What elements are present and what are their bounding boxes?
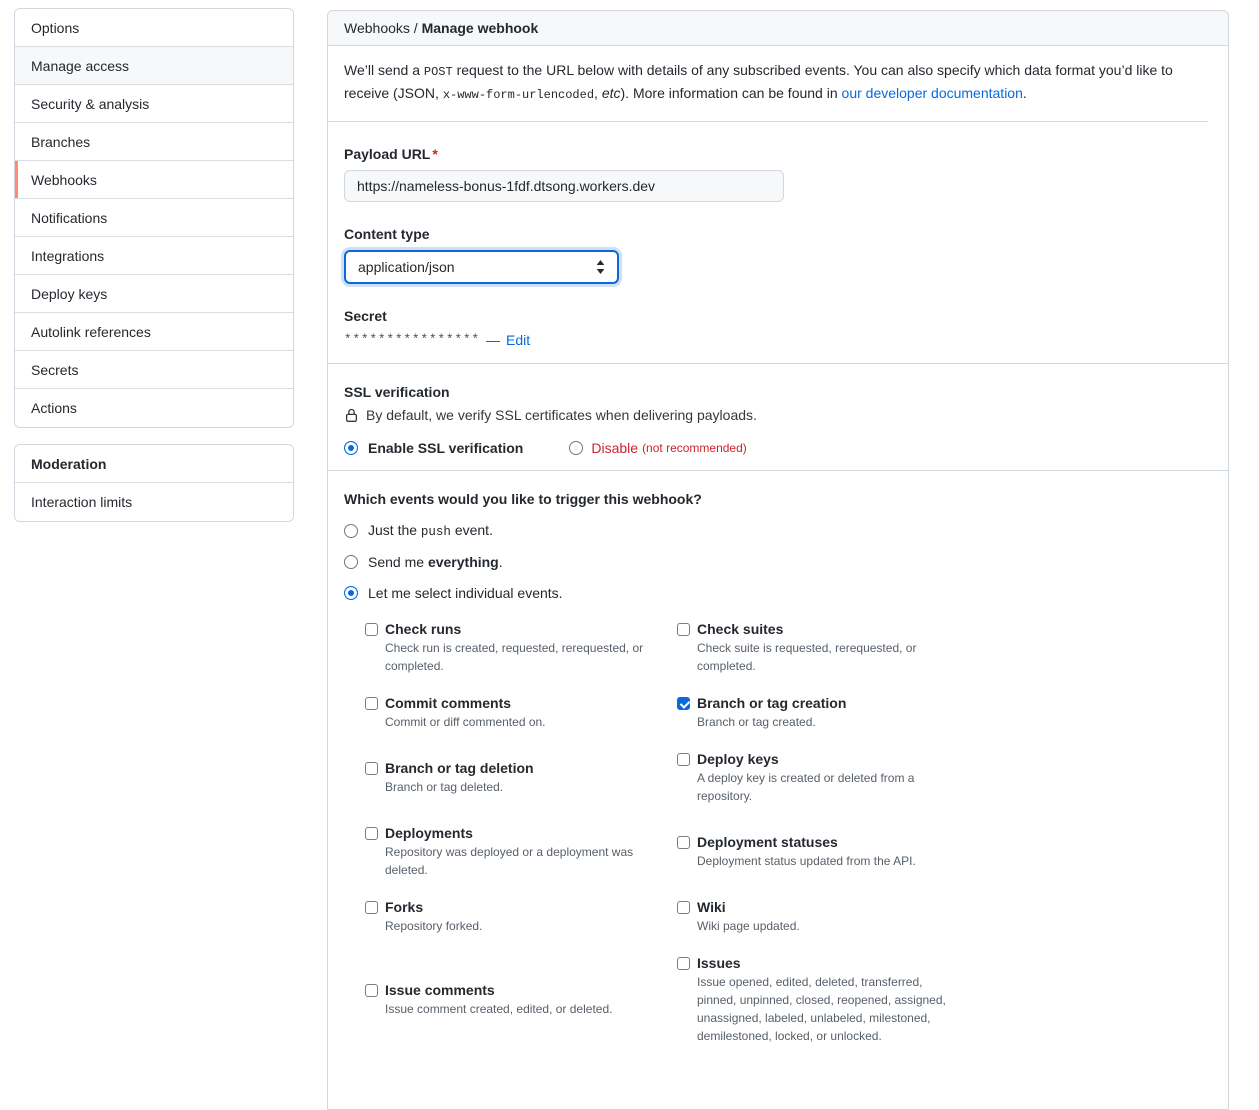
event-option-branch-tag-creation (677, 695, 1212, 731)
event-trigger-option-individual: Let me select individual events. (344, 585, 1212, 601)
webhook-form-section (328, 146, 1228, 364)
ssl-radios (344, 440, 1212, 470)
webhook-intro-text: We’ll send a POST request to the URL below with details of any subscribed events. You can also specify which data format you’d like to receive (JSON, x-www-form-urlencoded, etc). More information can be found in our developer documentation. (328, 46, 1208, 122)
breadcrumb-current: Manage webhook (421, 20, 539, 36)
sidebar-item-label: Security & analysis (31, 95, 150, 112)
event-option-description: Issue comment created, edited, or deleted. (385, 1002, 613, 1016)
event-option-description: Repository was deployed or a deployment was deleted. (385, 845, 634, 877)
event-option-label: Issue comments (385, 982, 495, 998)
sidebar-item-label: Manage access (31, 57, 130, 74)
breadcrumb-webhooks-link[interactable]: Webhooks (344, 20, 410, 36)
event-option-label: Wiki (697, 899, 726, 915)
event-option-deployments (365, 825, 677, 879)
event-option-label: Deployments (385, 825, 473, 841)
developer-documentation-link[interactable]: our developer documentation (841, 85, 1023, 101)
lock-icon (344, 408, 359, 423)
enable-ssl-label: Enable SSL verification (368, 440, 524, 456)
sidebar-item-label: Integrations (31, 247, 105, 264)
events-grid-row (365, 899, 1212, 935)
check-runs-checkbox[interactable] (365, 623, 378, 636)
check-suites-checkbox[interactable] (677, 623, 690, 636)
sidebar-item-secrets[interactable] (15, 351, 293, 389)
secret-edit-link[interactable]: Edit (506, 332, 531, 348)
secret-masked-value: **************** (344, 333, 481, 347)
sidebar-item-label: Interaction limits (31, 494, 133, 510)
payload-url-input[interactable] (344, 170, 784, 202)
issue-comments-checkbox[interactable] (365, 984, 378, 997)
event-option-description: Issue opened, edited, deleted, transferred, pinned, unpinned, closed, reopened, assigned, unassigned, labeled, unlabeled, milestoned, demilestoned, locked, or unlocked. (697, 975, 946, 1043)
payload-url-label: Payload URL * (344, 146, 438, 162)
moderation-header: Moderation (15, 445, 293, 483)
sidebar-item-label: Actions (31, 400, 77, 416)
sidebar-item-label: Deploy keys (31, 285, 108, 302)
events-grid-row (365, 695, 1212, 731)
sidebar-item-label: Webhooks (31, 171, 97, 188)
sidebar-item-webhooks[interactable] (15, 161, 293, 199)
event-option-description: Wiki page updated. (697, 919, 800, 933)
sidebar-item-label: Options (31, 19, 80, 36)
settings-nav (14, 8, 294, 428)
events-grid-row (365, 955, 1212, 1045)
sidebar-item-autolink-references[interactable] (15, 313, 293, 351)
moderation-nav (14, 444, 294, 522)
event-option-label: Forks (385, 899, 424, 915)
event-option-wiki (677, 899, 1212, 935)
sidebar-item-manage-access[interactable] (15, 47, 293, 85)
event-trigger-option-push: Just the push event. (344, 522, 1212, 539)
event-option-branch-tag-deletion (365, 760, 677, 796)
sidebar-item-label: Notifications (31, 209, 108, 226)
event-option-label: Deployment statuses (697, 834, 838, 850)
issues-checkbox[interactable] (677, 957, 690, 970)
events-grid (365, 621, 1212, 1085)
sidebar-item-label: Branches (31, 133, 91, 150)
etc-italic: etc (601, 85, 621, 101)
sidebar-item-interaction-limits[interactable] (15, 483, 293, 521)
sidebar-item-deploy-keys[interactable] (15, 275, 293, 313)
event-option-label: Commit comments (385, 695, 512, 711)
event-option-label: Issues (697, 955, 741, 971)
event-option-description: Repository forked. (385, 919, 483, 933)
events-grid-row (365, 825, 1212, 879)
content-type-value: application/json (358, 259, 455, 275)
deployment-statuses-checkbox[interactable] (677, 836, 690, 849)
ssl-title: SSL verification (344, 384, 450, 400)
individual-events-radio[interactable] (344, 586, 358, 600)
event-option-description: Commit or diff commented on. (385, 715, 546, 729)
event-option-description: Check suite is requested, rerequested, or completed. (697, 641, 917, 673)
forks-checkbox[interactable] (365, 901, 378, 914)
disable-ssl-note: (not recommended) (642, 441, 747, 455)
ssl-verification-section (328, 384, 1228, 471)
event-option-issues (677, 955, 1212, 1045)
settings-sidebar (14, 8, 294, 522)
sidebar-item-security-analysis[interactable] (15, 85, 293, 123)
events-grid-row (365, 621, 1212, 675)
content-type-label: Content type (344, 226, 430, 242)
secret-dash: — (486, 332, 501, 348)
deployments-checkbox[interactable] (365, 827, 378, 840)
sidebar-item-options[interactable] (15, 9, 293, 47)
event-option-description: Check run is created, requested, rerequested, or completed. (385, 641, 644, 673)
manage-webhook-panel (327, 10, 1229, 1110)
wiki-checkbox[interactable] (677, 901, 690, 914)
event-option-forks (365, 899, 677, 935)
push-code: push (420, 525, 451, 539)
events-section (328, 491, 1228, 1085)
events-grid-row (365, 751, 1212, 805)
event-option-label: Deploy keys (697, 751, 779, 767)
sidebar-item-actions[interactable] (15, 389, 293, 427)
event-option-deploy-keys (677, 751, 1212, 805)
breadcrumb (328, 11, 1228, 46)
send-everything-radio[interactable] (344, 555, 358, 569)
event-option-label: Check runs (385, 621, 462, 637)
event-option-deployment-statuses (677, 834, 1212, 870)
event-option-label: Branch or tag deletion (385, 760, 534, 776)
enable-ssl-radio[interactable] (344, 441, 358, 455)
urlencoded-code: x-www-form-urlencoded (442, 88, 595, 102)
ssl-note: By default, we verify SSL certificates when delivering payloads. (344, 407, 1212, 423)
event-option-check-runs (365, 621, 677, 675)
event-option-check-suites (677, 621, 1212, 675)
just-push-radio[interactable] (344, 524, 358, 538)
post-code: POST (423, 65, 453, 79)
sidebar-item-label: Autolink references (31, 323, 151, 340)
required-asterisk: * (432, 146, 438, 162)
commit-comments-checkbox[interactable] (365, 697, 378, 710)
sidebar-item-label: Secrets (31, 361, 79, 378)
event-option-description: Branch or tag deleted. (385, 780, 504, 794)
disable-ssl-label: Disable (591, 440, 639, 456)
deploy-keys-checkbox[interactable] (677, 753, 690, 766)
event-option-commit-comments (365, 695, 677, 731)
content-type-select[interactable] (344, 250, 619, 284)
event-option-description: Deployment status updated from the API. (697, 854, 916, 868)
sidebar-item-branches[interactable] (15, 123, 293, 161)
event-option-label: Check suites (697, 621, 784, 637)
event-option-label: Branch or tag creation (697, 695, 847, 711)
secret-row (344, 332, 1212, 363)
sidebar-item-integrations[interactable] (15, 237, 293, 275)
event-trigger-option-everything: Send me everything. (344, 554, 1212, 570)
branch-tag-deletion-checkbox[interactable] (365, 762, 378, 775)
events-question: Which events would you like to trigger this webhook? (344, 491, 702, 507)
event-option-description: Branch or tag created. (697, 715, 816, 729)
disable-ssl-radio[interactable] (569, 441, 583, 455)
secret-label: Secret (344, 308, 387, 324)
event-option-issue-comments (365, 982, 677, 1018)
event-option-description: A deploy key is created or deleted from a repository. (697, 771, 915, 803)
sidebar-item-notifications[interactable] (15, 199, 293, 237)
select-caret-icon (596, 260, 605, 274)
breadcrumb-separator: / (409, 20, 422, 36)
branch-tag-creation-checkbox[interactable] (677, 697, 690, 710)
